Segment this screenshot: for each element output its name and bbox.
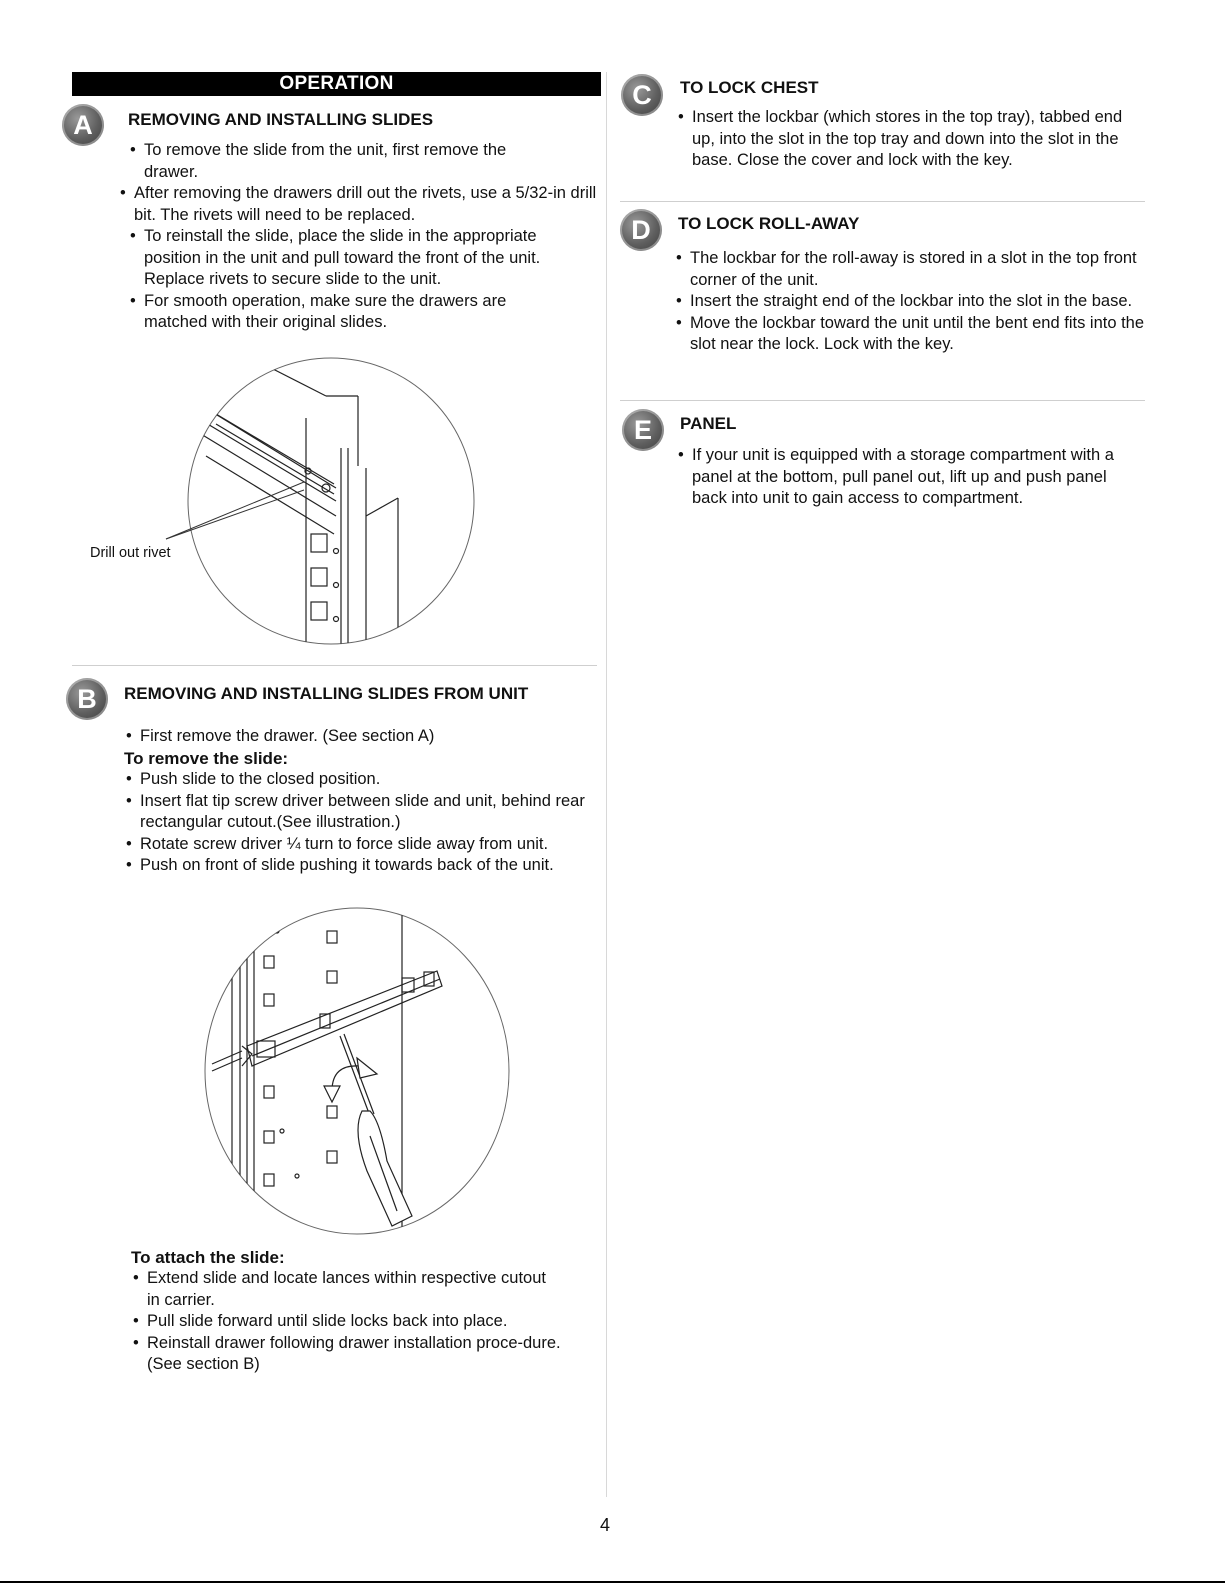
remove-slide-heading: To remove the slide: <box>124 749 289 768</box>
list-item: • First remove the drawer. (See section A) <box>124 726 594 748</box>
list-item: • Move the lockbar toward the unit until the bent end fits into the slot near the lock. Lock with the key. <box>674 313 1145 356</box>
list-item: • Extend slide and locate lances within respective cutout in carrier. <box>131 1268 547 1311</box>
page-number: 4 <box>600 1515 611 1535</box>
attach-slide-heading: To attach the slide: <box>131 1248 285 1267</box>
divider <box>620 201 1145 202</box>
list-item: • Rotate screw driver ¼ turn to force slide away from unit. <box>124 834 594 856</box>
section-a-title: REMOVING AND INSTALLING SLIDES <box>128 110 434 129</box>
divider <box>72 665 597 666</box>
screwdriver-slide-illustration <box>202 906 512 1236</box>
list-item: • Pull slide forward until slide locks back into place. <box>131 1311 571 1333</box>
list-item: • To remove the slide from the unit, first remove the drawer. <box>128 140 544 183</box>
list-item: • Insert flat tip screw driver between slide and unit, behind rear rectangular cutout.(See illustration.) <box>124 791 590 834</box>
divider <box>620 400 1145 401</box>
section-c-title: TO LOCK CHEST <box>680 78 819 97</box>
section-d-list <box>674 248 1144 356</box>
section-e-title: PANEL <box>680 414 737 433</box>
section-b-intro <box>124 726 594 748</box>
list-item: • Reinstall drawer following drawer installation proce-dure.(See section B) <box>131 1333 572 1376</box>
section-e-badge: E <box>622 409 664 451</box>
operation-banner: OPERATION <box>72 72 601 96</box>
slide-rivet-illustration <box>186 356 476 646</box>
list-item: • For smooth operation, make sure the drawers are matched with their original slides. <box>128 291 554 334</box>
section-a-list <box>128 140 598 334</box>
section-a-badge: A <box>62 104 104 146</box>
list-item: • Insert the lockbar (which stores in the top tray), tabbed end up, into the slot in the top tray and down into the slot in the base. Close the cover and lock with the key. <box>676 107 1146 172</box>
section-b-badge: B <box>66 678 108 720</box>
list-item: • Push on front of slide pushing it towards back of the unit. <box>124 855 594 877</box>
section-d-title: TO LOCK ROLL-AWAY <box>678 214 860 233</box>
list-item: • To reinstall the slide, place the slide in the appropriate position in the unit and pull toward the front of the unit. Replace rivets to secure slide to the unit. <box>128 226 584 291</box>
list-item: • The lockbar for the roll-away is stored in a slot in the top front corner of the unit. <box>674 248 1144 291</box>
bottom-border <box>0 1581 1225 1583</box>
list-item: • Push slide to the closed position. <box>124 769 594 791</box>
section-b-remove-list <box>124 769 594 877</box>
drill-rivet-callout: Drill out rivet <box>90 545 171 561</box>
section-e-list <box>676 445 1146 510</box>
column-divider <box>606 72 607 1497</box>
list-item: • Insert the straight end of the lockbar into the slot in the base. <box>674 291 1145 313</box>
list-item: • After removing the drawers drill out the rivets, use a 5/32-in drill bit. The rivets will need to be replaced. <box>118 183 598 226</box>
section-c-list <box>676 107 1146 172</box>
list-item: • If your unit is equipped with a storage compartment with a panel at the bottom, pull panel out, lift up and push panel back into unit to gain access to compartment. <box>676 445 1146 510</box>
section-c-badge: C <box>621 74 663 116</box>
section-b-attach-list <box>131 1268 571 1376</box>
section-d-badge: D <box>620 209 662 251</box>
section-b-title: REMOVING AND INSTALLING SLIDES FROM UNIT <box>124 684 529 703</box>
